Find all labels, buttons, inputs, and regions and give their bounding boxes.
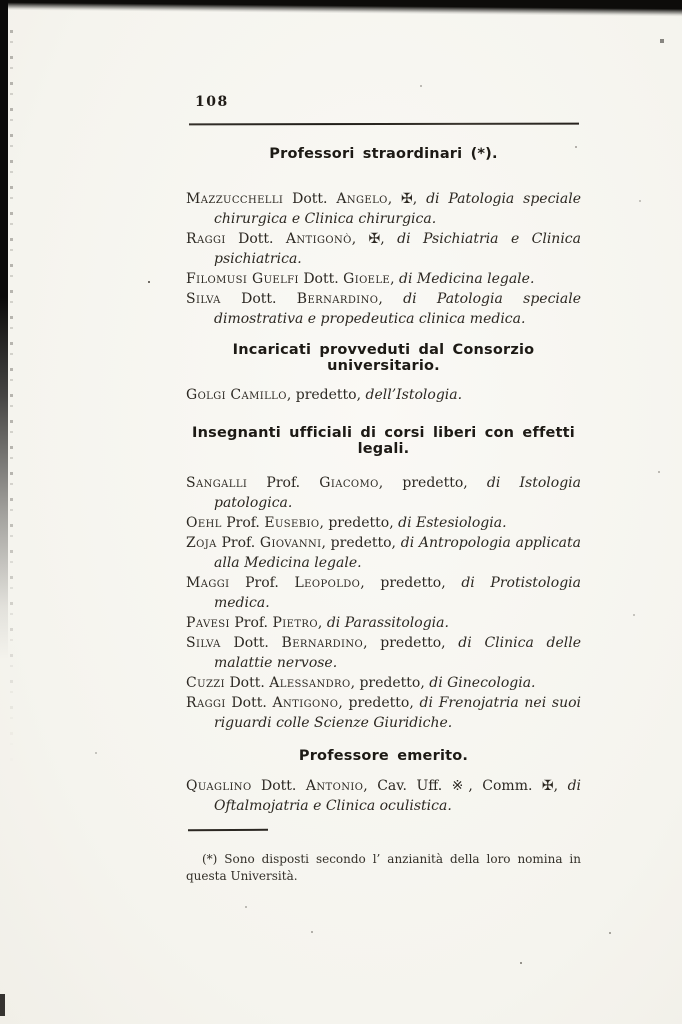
section-heading: Professore emerito. xyxy=(298,748,469,764)
entry-subject: di Oftalmojatria e Clinica oculistica. xyxy=(214,778,582,814)
entry-title: Prof. xyxy=(247,475,320,491)
footnote: (*) Sono disposti secondo l’ anzianità della loro nomina in questa Università. xyxy=(186,852,581,883)
section-professore-emerito xyxy=(186,748,581,816)
entry-subject: di Antropologia applicata alla Medicina legale. xyxy=(214,535,582,571)
entry-honors: , predetto, xyxy=(363,635,459,651)
page-content xyxy=(186,0,581,885)
faculty-entry xyxy=(186,269,581,289)
entry-given-name: Eusebio xyxy=(264,515,320,531)
entry-surname: Maggi xyxy=(186,575,230,591)
entry-title: Prof. xyxy=(229,575,295,591)
faculty-entry xyxy=(186,189,581,229)
entry-given-name: Camillo xyxy=(230,387,287,403)
entry-surname: Silva xyxy=(186,291,221,307)
entry-honors: , ✠, xyxy=(387,191,427,207)
scan-edge-left-binding xyxy=(0,0,8,660)
entry-surname: Mazzucchelli xyxy=(186,191,284,207)
entry-given-name: Alessandro xyxy=(269,675,351,691)
entry-honors: , xyxy=(390,271,400,287)
entry-title: Prof. xyxy=(216,535,260,551)
entry-honors: , predetto, xyxy=(286,387,366,403)
faculty-entry xyxy=(186,776,581,816)
entry-honors: , predetto, xyxy=(360,575,462,591)
entry-subject: di Frenojatria nei suoi riguardi colle Scienze Giuridiche. xyxy=(214,695,581,731)
entry-given-name: Bernardino xyxy=(281,635,364,651)
entry-list xyxy=(186,473,581,733)
entry-honors: , predetto, xyxy=(378,475,487,491)
entry-title: Dott. xyxy=(225,695,273,711)
faculty-entry xyxy=(186,573,581,613)
entry-title: Prof. xyxy=(229,615,273,631)
header-rule xyxy=(189,123,579,126)
entry-title: Dott. xyxy=(298,271,344,287)
entry-surname: Oehl xyxy=(186,515,222,531)
entry-title: Dott. xyxy=(225,675,270,691)
entry-subject: di Istologia patologica. xyxy=(214,475,581,511)
section-insegnanti-corsi-liberi xyxy=(186,425,581,733)
entry-honors: , xyxy=(378,291,404,307)
entry-honors: , predetto, xyxy=(321,535,401,551)
section-heading: Professori straordinari (*). xyxy=(269,146,498,162)
faculty-entry xyxy=(186,513,581,533)
entry-surname: Raggi xyxy=(186,231,226,247)
entry-list xyxy=(186,776,581,816)
entry-surname: Cuzzi xyxy=(186,675,225,691)
entry-subject: di Medicina legale. xyxy=(399,271,535,287)
entry-given-name: Antonio xyxy=(305,778,364,794)
section-incaricati-consorzio xyxy=(186,342,581,405)
faculty-entry xyxy=(186,673,581,693)
entry-title: Dott. xyxy=(283,191,337,207)
entry-given-name: Antigono xyxy=(272,695,339,711)
entry-given-name: Bernardino xyxy=(296,291,379,307)
faculty-entry xyxy=(186,229,581,269)
entry-title: Prof. xyxy=(221,515,265,531)
entry-surname: Sangalli xyxy=(186,475,248,491)
section-heading: Incaricati provveduti dal Consorzio universitario. xyxy=(232,342,535,374)
entry-subject: di Protistologia medica. xyxy=(214,575,581,611)
entry-surname: Golgi xyxy=(186,387,226,403)
page-number: 108 xyxy=(195,94,229,110)
faculty-entry xyxy=(186,473,581,513)
entry-honors: , xyxy=(317,615,327,631)
entry-list xyxy=(186,385,581,405)
section-heading: Insegnanti ufficiali di corsi liberi con effetti legali. xyxy=(192,425,575,457)
entry-surname: Zoja xyxy=(186,535,217,551)
entry-surname: Silva xyxy=(186,635,221,651)
entry-honors: , predetto, xyxy=(338,695,420,711)
footnote-rule xyxy=(188,829,268,831)
entry-given-name: Gioele xyxy=(343,271,391,287)
entry-surname: Pavesi xyxy=(186,615,230,631)
entry-honors: , predetto, xyxy=(350,675,430,691)
entry-given-name: Angelo xyxy=(336,191,388,207)
entry-subject: di Patologia speciale chirurgica e Clinica chirurgica. xyxy=(214,191,582,227)
scan-edge-bottom-left xyxy=(0,994,5,1016)
entry-list xyxy=(186,189,581,329)
section-professori-straordinari xyxy=(186,146,581,329)
entry-given-name: Antigonò xyxy=(285,231,352,247)
faculty-entry xyxy=(186,633,581,673)
faculty-entry xyxy=(186,613,581,633)
entry-surname: Quaglino xyxy=(186,778,252,794)
entry-subject: di Ginecologia. xyxy=(429,675,536,691)
faculty-entry xyxy=(186,533,581,573)
entry-honors: , ✠, xyxy=(351,231,398,247)
entry-subject: di Parassitologia. xyxy=(326,615,449,631)
entry-given-name: Giacomo xyxy=(319,475,379,491)
entry-subject: dell’Istologia. xyxy=(365,387,463,403)
entry-title: Dott. xyxy=(220,291,297,307)
entry-subject: di Clinica delle malattie nervose. xyxy=(214,635,581,671)
entry-title: Dott. xyxy=(225,231,286,247)
entry-subject: di Estesiologia. xyxy=(398,515,507,531)
entry-surname: Raggi xyxy=(186,695,226,711)
entry-honors: , Cav. Uff. ※, Comm. ✠, xyxy=(363,778,568,794)
entry-title: Dott. xyxy=(220,635,282,651)
faculty-entry xyxy=(186,289,581,329)
entry-honors: , predetto, xyxy=(319,515,399,531)
entry-given-name: Pietro xyxy=(272,615,318,631)
entry-title: Dott. xyxy=(251,778,306,794)
entry-given-name: Leopoldo xyxy=(294,575,361,591)
entry-subject: di Psichiatria e Clinica psichiatrica. xyxy=(214,231,581,267)
faculty-entry xyxy=(186,693,581,733)
faculty-entry xyxy=(186,385,581,405)
entry-given-name: Giovanni xyxy=(259,535,322,551)
entry-subject: di Patologia speciale dimostrativa e propedeutica clinica medica. xyxy=(214,291,581,327)
paper-specks xyxy=(0,0,2,2)
scan-edge-specks xyxy=(10,30,13,770)
entry-surname: Filomusi Guelfi xyxy=(186,271,299,287)
